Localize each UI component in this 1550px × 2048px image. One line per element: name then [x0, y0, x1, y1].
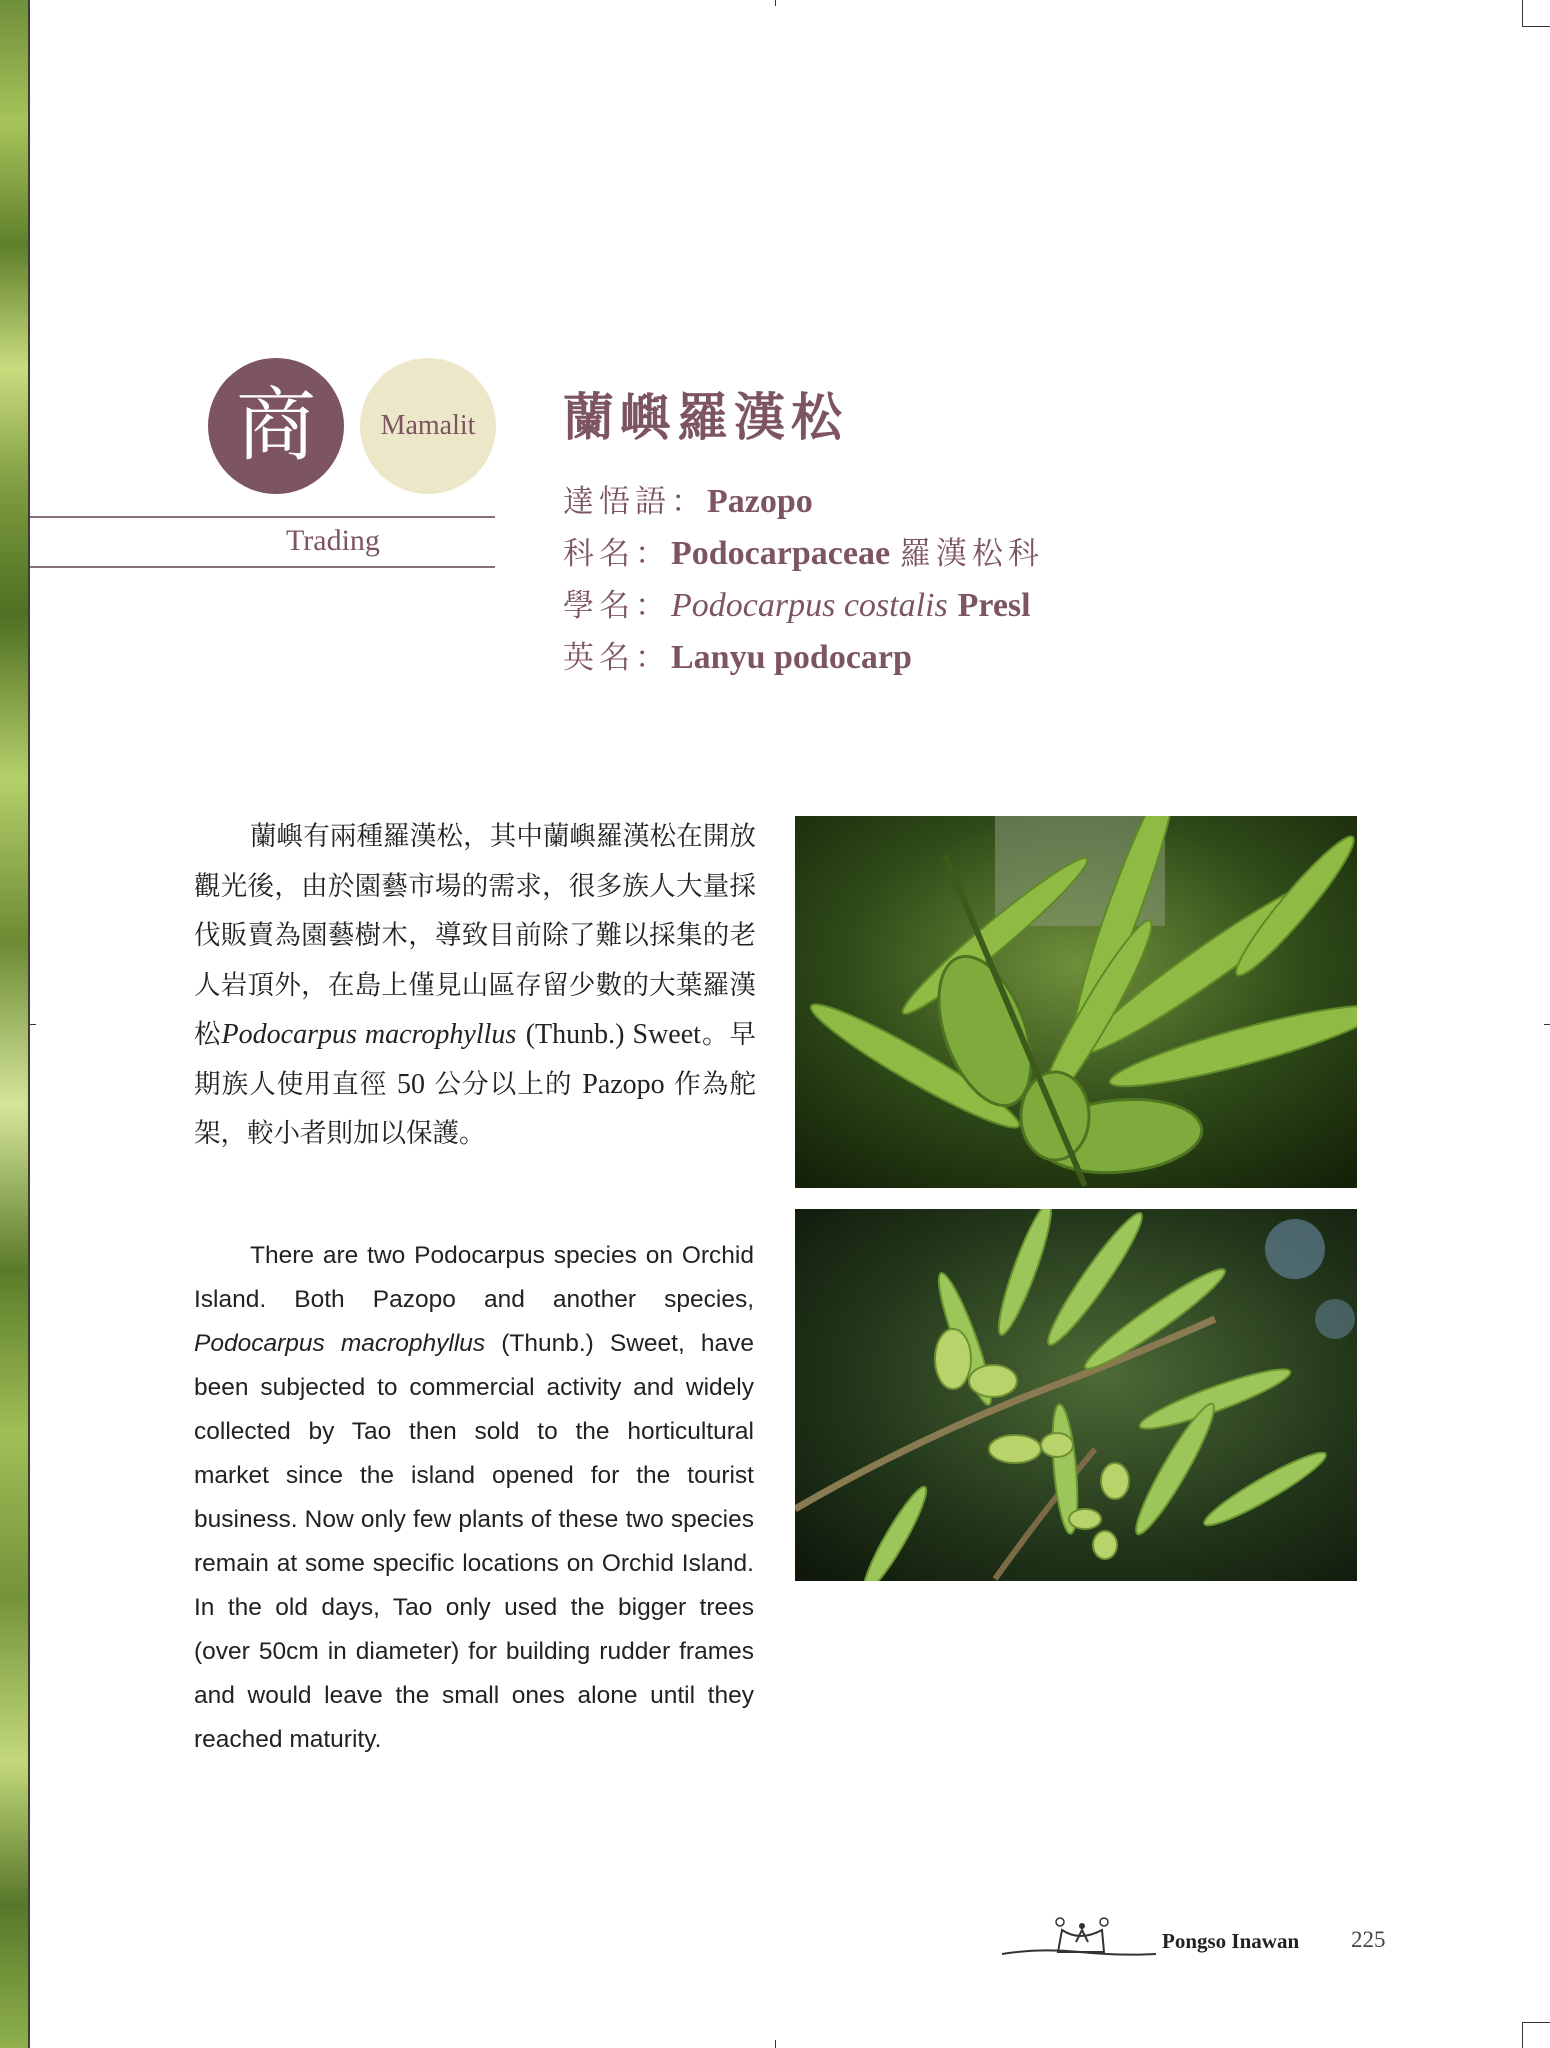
category-glyph: 商: [236, 379, 316, 472]
sci-name: Podocarpus costalis: [671, 587, 948, 624]
crop-mark-left-mid: [30, 1024, 36, 1025]
photo-top-svg: [795, 816, 1357, 1188]
zh-text-1: 蘭嶼有兩種羅漢松，其中蘭嶼羅漢松在開放觀光後，由於園藝市場的需求，很多族人大量採伐販賣為園藝樹木，導致目前除了難以採集的老人岩頂外，在島上僅見山區存留少數的大葉羅漢松: [194, 821, 756, 1050]
category-circle: [208, 358, 344, 494]
en-sci-name: Podocarpus macrophyllus: [194, 1330, 486, 1357]
zh-text-4: 作為舵架，較小者則加以保護。: [194, 1068, 757, 1149]
podocarp-branch-with-seeds-photo: [795, 1209, 1357, 1581]
family-zh: 羅漢松科: [899, 536, 1044, 572]
crop-mark-bottom-right: [1522, 2022, 1523, 2048]
crop-mark-top: [775, 0, 776, 6]
crop-mark-top-right: [1522, 0, 1523, 26]
crop-mark-bottom-right-h: [1522, 2022, 1550, 2023]
zh-author: (Thunb.) Sweet: [525, 1019, 701, 1050]
species-title: 蘭嶼羅漢松: [563, 388, 849, 448]
category-english: Trading: [286, 524, 380, 557]
crop-mark-top-right-h: [1522, 26, 1550, 27]
family-label: 科名：: [563, 536, 671, 572]
tao-name: Pazopo: [707, 483, 813, 520]
english-name-line: [563, 641, 912, 675]
zh-num: 50: [396, 1068, 425, 1100]
category-rule-bottom: [30, 566, 495, 568]
sci-author: Presl: [957, 587, 1031, 624]
zh-text-2: 。早期族人使用直徑: [194, 1019, 757, 1100]
category-tao-word: Mamalit: [380, 410, 476, 441]
tao-name-line: [563, 485, 813, 519]
sci-label: 學名：: [563, 588, 671, 624]
zh-sci-name: Podocarpus macrophyllus: [221, 1019, 517, 1050]
podocarp-leaves-with-cones-photo: [795, 816, 1357, 1188]
chinese-paragraph: [194, 812, 756, 1159]
en-label: 英名：: [563, 640, 671, 676]
category-rule-top: [30, 516, 495, 518]
family-line: [563, 537, 1044, 571]
family-name: Podocarpaceae: [671, 535, 891, 572]
leaf-border-strip: [0, 0, 30, 2048]
tao-label: 達悟語：: [563, 484, 707, 520]
category-tao-circle: [360, 358, 496, 494]
footer-page-number: 225: [1351, 1927, 1386, 1952]
zh-text-3: 公分以上的: [434, 1068, 573, 1100]
en-name: Lanyu podocarp: [671, 639, 912, 676]
footer-book-title: Pongso Inawan: [1162, 1929, 1300, 1953]
scientific-name-line: [563, 589, 1031, 623]
crop-mark-bottom: [775, 2040, 776, 2048]
en-text-1: There are two Podocarpus species on Orchid Island. Both Pazopo and another species,: [194, 1242, 754, 1313]
english-paragraph: [194, 1234, 754, 1762]
crop-mark-right-mid: [1544, 1024, 1550, 1025]
zh-pazopo: Pazopo: [582, 1068, 665, 1100]
photo-bottom-svg: [795, 1209, 1357, 1581]
en-text-2: (Thunb.) Sweet, have been subjected to commercial activity and widely collected by Tao then sold to the horticultural market since the island opened for the tourist business. Now only few plants of these two species remain at some specific locations on Orchid Island. In the old days, Tao only used the bigger trees (over 50cm in diameter) for building rudder frames and would leave the small ones alone until they reached maturity.: [194, 1330, 754, 1753]
tao-boat-logo: [1000, 1908, 1158, 1970]
